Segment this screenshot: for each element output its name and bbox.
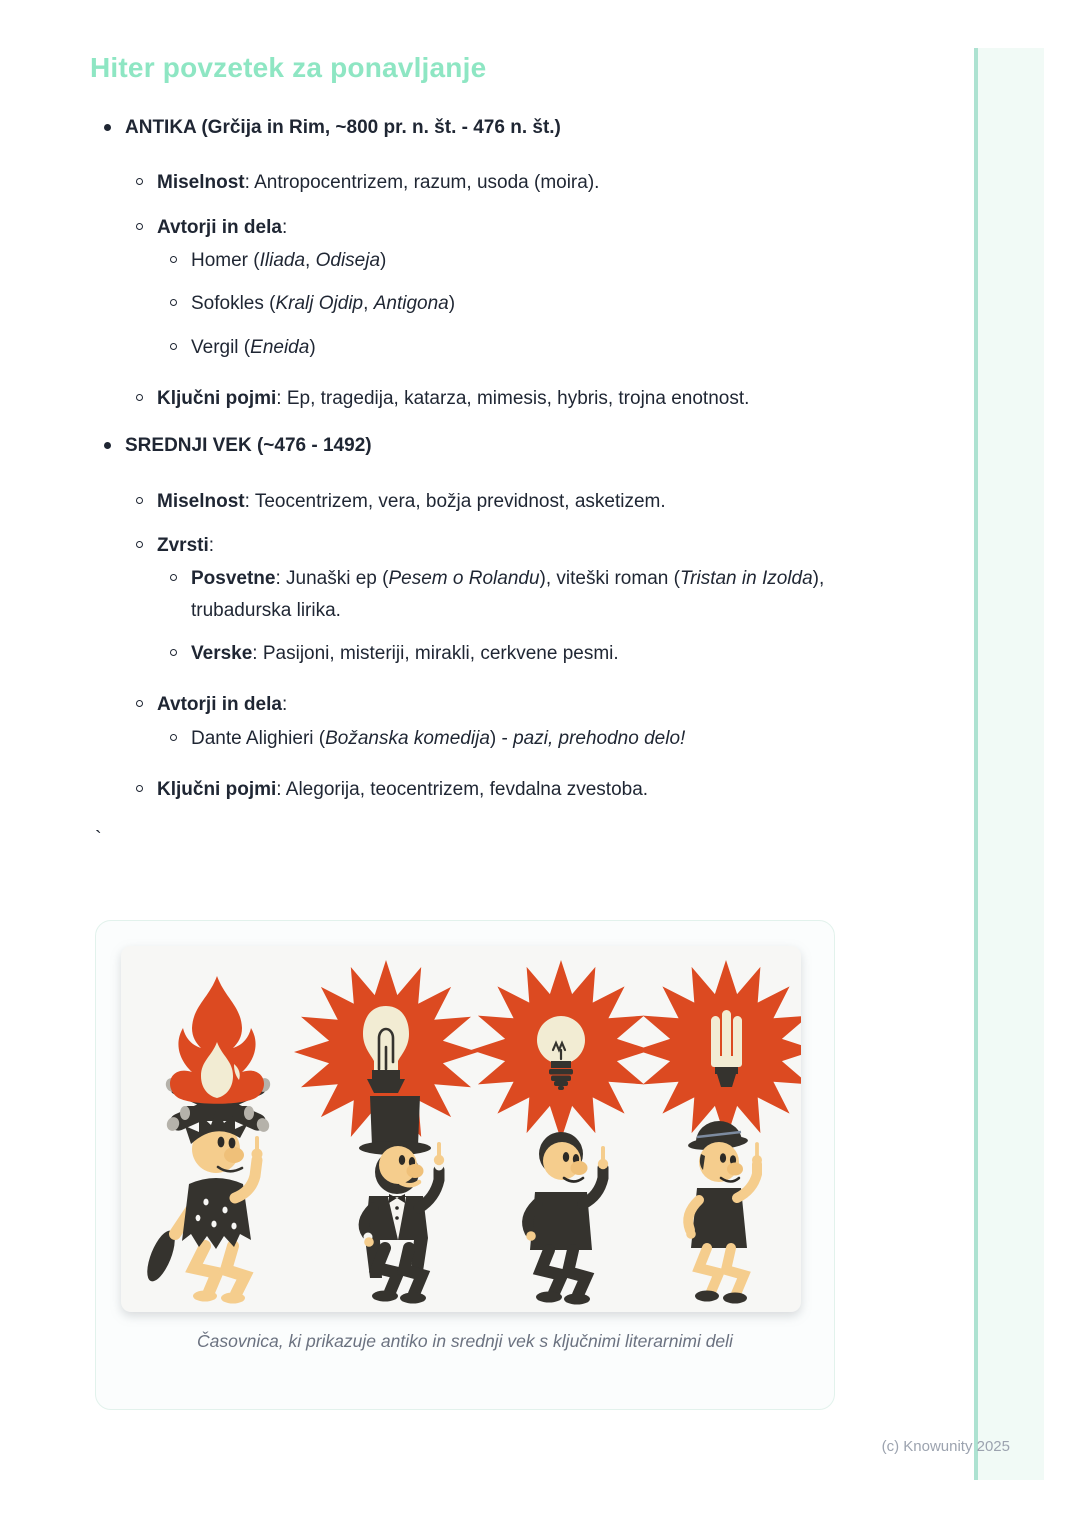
text-segment: ) (448, 293, 456, 315)
sub-list-item (170, 723, 894, 754)
section-item (104, 112, 894, 414)
text-segment: Zvrsti (157, 535, 209, 557)
text-segment: Ključni pojmi (157, 388, 277, 410)
text-segment: : Pasijoni, misteriji, mirakli, cerkvene pesmi. (252, 643, 619, 665)
list-item (136, 689, 894, 754)
figure-caption: Časovnica, ki prikazuje antiko in srednji vek s ključnimi literarnimi deli (197, 1331, 733, 1351)
sub-list-item (170, 245, 894, 276)
circle-bullet-marker (170, 256, 177, 263)
text-segment: pazi, prehodno delo! (513, 727, 686, 749)
list-item (136, 774, 894, 805)
bullet-marker (104, 124, 111, 131)
text-segment: Eneida (250, 336, 310, 358)
bullet-marker (104, 442, 111, 449)
text-segment: ) (309, 336, 316, 358)
list-item-text (157, 486, 894, 517)
list-item (136, 383, 894, 414)
text-segment: Vergil ( (191, 336, 251, 358)
list-item-text (157, 212, 894, 243)
text-segment: Dante Alighieri ( (191, 727, 326, 749)
text-segment: : (281, 694, 288, 716)
section-item (104, 430, 894, 805)
text-segment: Iliada (259, 250, 306, 272)
sub-list-item (170, 563, 894, 626)
list-item-text (191, 638, 894, 669)
timeline-illustration-svg (121, 946, 801, 1312)
list-item-text (157, 774, 894, 805)
list-item-text (191, 723, 894, 754)
list-item-text (157, 167, 894, 198)
text-segment: ), trubadurska lirika. (191, 568, 825, 621)
list-item-text (157, 383, 894, 414)
page-title: Hiter povzetek za ponavljanje (90, 52, 487, 83)
circle-bullet-marker (136, 541, 143, 548)
text-segment: : (208, 535, 215, 557)
text-segment: Ključni pojmi (157, 779, 277, 801)
circle-bullet-marker (136, 223, 143, 230)
text-segment: Homer ( (191, 250, 260, 272)
list-item (136, 486, 894, 517)
top-hat-man-figure (359, 1096, 444, 1304)
summary-list (104, 112, 894, 819)
copyright-note: (c) Knowunity 2025 (881, 1438, 1010, 1455)
text-segment: SREDNJI VEK (~476 - 1492) (125, 435, 372, 457)
text-segment: Verske (191, 643, 253, 665)
text-segment: ), viteški roman ( (539, 568, 680, 590)
text-segment: : Teocentrizem, vera, božja previdnost, asketizem. (244, 490, 666, 512)
list-item-text (191, 245, 894, 276)
list-item-text (191, 332, 894, 363)
circle-bullet-marker (170, 343, 177, 350)
dark-haired-man-figure (526, 1132, 608, 1305)
list-item-text (125, 430, 894, 461)
circle-bullet-marker (170, 649, 177, 656)
text-segment: Avtorji in dela (157, 694, 282, 716)
caveman-figure (142, 1108, 263, 1304)
stray-backtick-character: ` (95, 828, 102, 850)
timeline-figure-card (95, 920, 835, 1410)
text-segment: Miselnost (157, 172, 245, 194)
list-item-text (157, 530, 894, 561)
text-segment: Kralj Ojdip (275, 293, 364, 315)
text-segment: Odiseja (315, 250, 381, 272)
circle-bullet-marker (136, 178, 143, 185)
bowler-hat-man-figure (686, 1121, 762, 1304)
list-item (136, 212, 894, 363)
text-segment: : Junaški ep ( (275, 568, 389, 590)
timeline-illustration (121, 946, 801, 1312)
circle-bullet-marker (170, 299, 177, 306)
text-segment: ANTIKA (Grčija in Rim, ~800 pr. n. št. - 476 n. št.) (125, 117, 561, 138)
sub-list-item (170, 332, 894, 363)
list-item (136, 167, 894, 198)
text-segment: , (305, 250, 316, 272)
list-item (136, 530, 894, 669)
circle-bullet-marker (136, 785, 143, 792)
sub-list-item (170, 638, 894, 669)
incandescent-bulb-icon (363, 1006, 409, 1093)
sub-list-item (170, 288, 894, 319)
text-segment: Antigona (373, 293, 449, 315)
text-segment: Sofokles ( (191, 293, 276, 315)
circle-bullet-marker (136, 394, 143, 401)
circle-bullet-marker (170, 574, 177, 581)
right-accent-line (974, 48, 978, 1480)
text-segment: Pesem o Rolandu (388, 568, 540, 590)
text-segment: Avtorji in dela (157, 216, 282, 238)
text-segment: : Antropocentrizem, razum, usoda (moira). (244, 172, 600, 194)
circle-bullet-marker (170, 734, 177, 741)
text-segment: Miselnost (157, 490, 245, 512)
text-segment: ) (380, 250, 387, 272)
circle-bullet-marker (136, 700, 143, 707)
text-segment: : (281, 216, 288, 238)
list-item-text (191, 288, 894, 319)
text-segment: , (363, 293, 374, 315)
text-segment: : Alegorija, teocentrizem, fevdalna zvestoba. (276, 779, 649, 801)
list-item-text (125, 112, 894, 143)
text-segment: Posvetne (191, 568, 276, 590)
list-item-text (191, 563, 894, 626)
right-accent-panel (978, 48, 1044, 1480)
list-item-text (157, 689, 894, 720)
circle-bullet-marker (136, 497, 143, 504)
text-segment: Tristan in Izolda (679, 568, 813, 590)
text-segment: : Ep, tragedija, katarza, mimesis, hybris, trojna enotnost. (276, 388, 750, 410)
text-segment: ) - (489, 727, 514, 749)
text-segment: Božanska komedija (325, 727, 490, 749)
